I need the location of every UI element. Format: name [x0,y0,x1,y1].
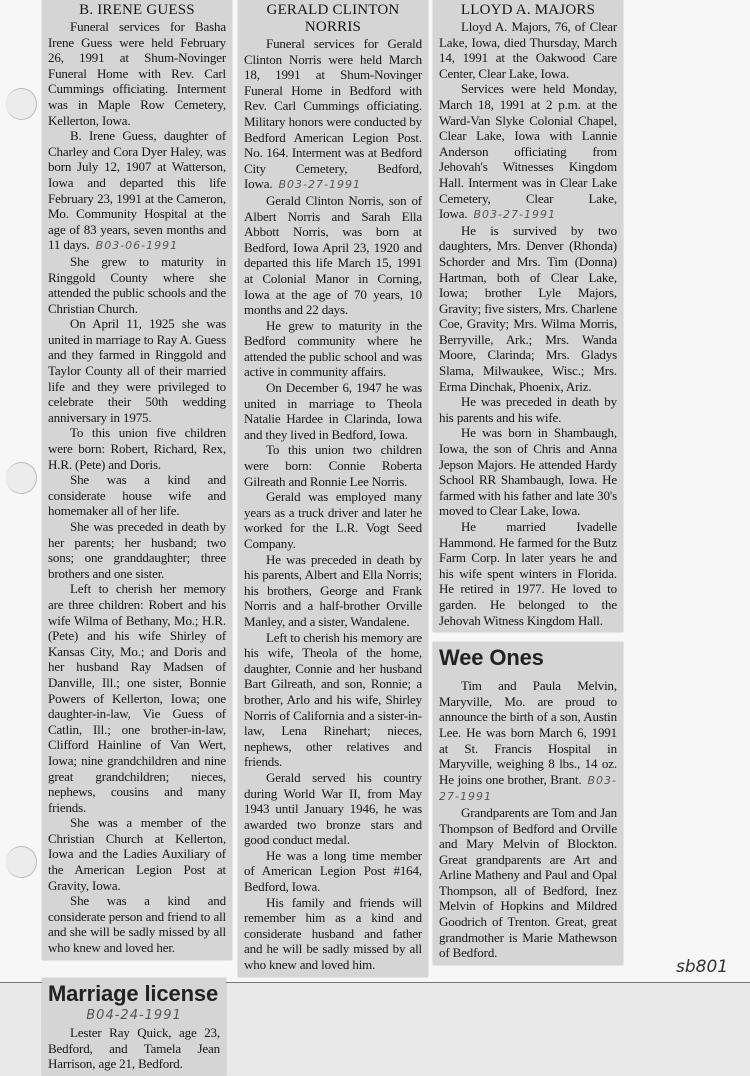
birth-announcement-wee-ones [433,642,623,965]
obituary-gerald-clinton-norris [238,0,428,977]
paragraph-text: Gerald was employed many years as a truck driver and later he worked for the L.R. Vogt Seed Company. [244,489,422,551]
handwritten-date-note: B03-06-1991 [95,239,179,253]
paragraph-text: Funeral services for Gerald Clinton Norris were held March 18, 1991 at Shum-Novinger Funeral Home in Bedford with Rev. Carl Cummings officiating. Military honors were conducted by Bedford American Legion Post. No. 164. Interment was at Bedford City Cemetery, Bedford, Iowa. [244,36,422,192]
paragraph-text: Tim and Paula Melvin, Maryville, Mo. are proud to announce the birth of a son, Austin Lee. He was born March 6, 1991 at St. Francis Hospital in Maryville, weighing 8 lbs., 14 oz. He joins one brother, Brant. [439,678,617,787]
paragraph-text: He grew to maturity in the Bedford community where he attended the public school and was active in community affairs. [244,317,422,380]
page-reference-handwritten: sb801 [676,957,729,977]
clipping-paragraph [244,895,422,973]
paragraph-text: She was a kind and considerate house wife and homemaker all of her life. [48,472,226,519]
clipping-paragraph [48,472,226,519]
middle-column [238,0,428,977]
clipping-paragraph [244,552,422,630]
paragraph-text: She was preceded in death by her parents; her husband; two sons; one granddaughter; three brothers and one sister. [48,519,226,581]
paragraph-text: To this union two children were born: Connie Roberta Gilreath and Ronnie Lee Norris. [244,442,422,489]
clipping-heading: Wee Ones [439,645,544,671]
obituary-b-irene-guess [42,0,232,960]
paragraph-text: His family and friends will remember him as a kind and considerate husband and father and he will be sadly missed by all who knew and loved him. [244,894,422,973]
punch-hole [6,88,37,120]
paragraph-text: She was a kind and considerate person and friend to all and she will be sadly missed by all who knew and loved her. [48,893,226,956]
handwritten-date-note: B03-27-1991 [278,178,361,192]
paragraph-text: On December 6, 1947 he was united in marriage to Theola Natalie Hardee in Clarinda, Iowa and they lived in Bedford, Iowa. [244,380,422,442]
clipping-paragraph [439,805,617,961]
clipping-paragraph [439,19,617,81]
clipping-paragraph [244,630,422,770]
paragraph-text: He is survived by two daughters, Mrs. Denver (Rhonda) Schorder and Mrs. Tim (Donna) Hartman, both of Clear Lake, Iowa; brother Lyle Majors, Gravity; five sisters, Mrs. Charlene Coe, Gravity; Mrs. Wilma Morris, Berryville, Ark.; Mrs. Wanda Moore, Clarinda; Mrs. Gladys Slama, Milwaukee, Wisc.; Mrs. Erma Dinchak, Phoenix, Ariz. [439,222,618,394]
clipping-paragraph [244,36,422,193]
right-column [433,0,623,965]
handwritten-date-note: B04-24-1991 [86,1007,182,1023]
left-column [42,0,232,1076]
paragraph-text: He was preceded in death by his parents and his wife. [439,394,617,425]
paragraph-text: He was preceded in death by his parents, Albert and Ella Norris; his brothers, George and Frank Norris and a half-brother Orville Manley, and a sister, Wandalene. [244,551,422,629]
paragraph-text: Left to cherish her memory are three children: Robert and his wife Wilma of Bethany, Mo.; H.R. (Pete) and his wife Shirley of Kansas City, Mo.; and Doris and her husband Ray Madsen of Danville, Ill.; one sister, Bonnie Powers of Kellerton, Iowa; one daughter-in-law, Vie Guess of Catlin, Ill.; one brother-in-law, Clifford Hainline of Van Wert, Iowa; nine grandchildren and nine great grandchildren; nieces, nephews, cousins and many friends. [48,581,226,815]
clipping-paragraph [48,581,226,815]
clipping-paragraph [48,425,226,472]
clipping-paragraph [439,425,617,519]
marriage-license-notice [42,978,226,1076]
clipping-paragraph [244,318,422,380]
clipping-paragraph [244,193,422,318]
paragraph-text: On April 11, 1925 she was united in marriage to Ray A. Guess and they farmed in Ringgold and Taylor County all of their married life and they were privileged to celebrate their 50th wedding anniversary in 1975. [48,316,226,425]
punch-hole [6,846,37,878]
punch-hole [6,462,37,494]
paragraph-text: Gerald Clinton Norris, son of Albert Norris and Sarah Ella Abbott Norris, was born at Bedford, Iowa April 23, 1920 and departed this life March 15, 1991 at Colonial Manor in Corning, Iowa at the age of 70 years, 10 months and 22 days. [244,192,422,318]
clipping-paragraph [439,223,617,395]
handwritten-date-note: B03-27-1991 [439,773,617,804]
clipping-paragraph [244,848,422,895]
clipping-paragraph [244,489,422,551]
clipping-paragraph [439,81,617,222]
clipping-paragraph [439,678,617,805]
clipping-title: LLOYD A. MAJORS [460,2,596,18]
paragraph-text: Services were held Monday, March 18, 1991 at 2 p.m. at the Ward-Van Slyke Colonial Chapel, Clear Lake, Iowa with Lannie Anderson officiating from Jehovah's Witnesses Kingdom Hall. Interment was in Clear Lake Cemetery, Clear Lake, Iowa. [439,81,617,222]
clipping-title: GERALD CLINTON NORRIS [266,2,400,35]
clipping-paragraph [48,519,226,581]
clipping-heading: Marriage license [48,980,219,1006]
paragraph-text: Lloyd A. Majors, 76, of Clear Lake, Iowa, died Thursday, March 14, 1991 at the Oakwood Care Center, Clear Lake, Iowa. [439,19,617,81]
clipping-paragraph [48,254,226,316]
paragraph-text: Grandparents are Tom and Jan Thompson of Bedford and Orville and Mary Melvin of Blockton. Great grandparents are Art and Arline Matheny and Paul and Opal Thompson, all of Bedford, Inez Melvin of Hopkins and Mildred Goodrich of Trenton. Great, great grandmother is Marie Mathewson of Bedford. [439,804,617,961]
clipping-paragraph [48,19,226,128]
paragraph-text: Gerald served his country during World War II, from May 1943 until January 1946, he was awarded two bronze stars and good conduct medal. [244,769,422,848]
paragraph-text: She grew to maturity in Ringgold County where she attended the public schools and the Christian Church. [48,253,226,316]
clipping-paragraph [439,519,617,628]
clipping-paragraph [48,893,226,955]
clipping-paragraph [439,394,617,425]
paragraph-text: She was a member of the Christian Church at Kellerton, Iowa and the Ladies Auxiliary of the American Legion Post at Gravity, Iowa. [48,815,226,893]
handwritten-date-note: B03-27-1991 [473,208,556,222]
clipping-paragraph [48,815,226,893]
obituary-lloyd-a-majors [433,0,623,632]
clipping-paragraph [48,1025,220,1072]
paragraph-text: Funeral services for Basha Irene Guess were held February 26, 1991 at Shum-Novinger Funeral Home with Rev. Carl Cummings officiating. Interment was in Maple Row Cemetery, Kellerton, Iowa. [48,19,226,128]
paragraph-text: He married Ivadelle Hammond. He farmed for the Butz Farm Corp. In later years he and his wife spent winters in Florida. He retired in 1977. He loved to garden. He belonged to the Jehovah Witness Kingdom Hall. [439,519,617,628]
paragraph-text: He was born in Shambaugh, Iowa, the son of Chris and Anna Jepson Majors. He attended Hardy School RR Shambaugh, Iowa. He farmed with his father and late 30's moved to Clear Lake, Iowa. [439,425,617,519]
paragraph-text: To this union five children were born: Robert, Richard, Rex, H.R. (Pete) and Doris. [48,425,226,472]
clipping-paragraph [244,770,422,848]
clipping-paragraph [244,380,422,442]
paragraph-text: He was a long time member of American Legion Post #164, Bedford, Iowa. [244,847,422,895]
clipping-paragraph [48,128,226,254]
paragraph-text: Lester Ray Quick, age 23, Bedford, and Tamela Jean Harrison, age 21, Bedford. [48,1025,220,1072]
clipping-paragraph [48,316,226,425]
clipping-title: B. IRENE GUESS [79,2,195,18]
paragraph-text: Left to cherish his memory are his wife, Theola of the home, daughter, Connie and her husband Bart Gilreath, and son, Ronnie; a brother, Arlo and his wife, Shirley Norris of California and a sister-in-law, Lena Rinehart; nieces, nephews, other relatives and friends. [244,629,422,770]
clipping-paragraph [244,442,422,489]
paragraph-text: B. Irene Guess, daughter of Charley and Cora Dyer Haley, was born July 12, 1907 at Watterson, Iowa and departed this life February 23, 1991 at the Cameron, Mo. Community Hospital at the age of 83 years, seven months and 11 days. [48,128,226,253]
